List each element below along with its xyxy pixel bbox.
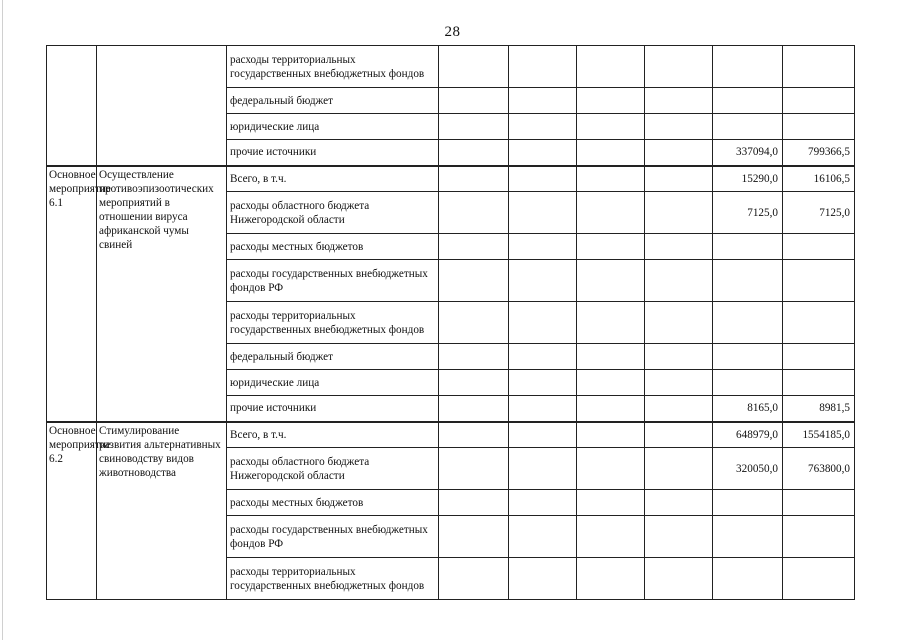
value-cell [783,344,855,370]
value-cell [645,140,713,166]
measure-code-cell: Основное мероприятие 6.2 [47,422,97,600]
value-cell [783,88,855,114]
funding-source-cell: федеральный бюджет [227,88,439,114]
value-cell [509,422,577,448]
value-cell [577,140,645,166]
value-cell [439,192,509,234]
table-row [47,46,855,88]
value-cell [439,114,509,140]
value-cell [577,234,645,260]
value-cell [645,344,713,370]
value-cell [439,396,509,422]
value-cell [509,344,577,370]
value-cell [439,448,509,490]
value-cell [439,46,509,88]
value-cell [645,558,713,600]
value-cell [713,344,783,370]
value-cell: 16106,5 [783,166,855,192]
value-cell [509,490,577,516]
value-cell: 337094,0 [713,140,783,166]
value-cell [577,344,645,370]
value-cell [645,490,713,516]
value-cell [577,260,645,302]
value-cell [645,192,713,234]
value-cell [577,88,645,114]
value-cell [509,302,577,344]
value-cell [645,88,713,114]
value-cell: 648979,0 [713,422,783,448]
value-cell: 799366,5 [783,140,855,166]
measure-code-cell: Основное мероприятие 6.1 [47,166,97,422]
value-cell [439,260,509,302]
value-cell [783,302,855,344]
code-cell [47,46,97,166]
value-cell [713,558,783,600]
funding-source-cell: расходы местных бюджетов [227,490,439,516]
value-cell [577,516,645,558]
value-cell [577,370,645,396]
value-cell [713,370,783,396]
value-cell [439,140,509,166]
value-cell [509,114,577,140]
value-cell [509,260,577,302]
value-cell [645,234,713,260]
value-cell [645,260,713,302]
value-cell: 7125,0 [783,192,855,234]
value-cell: 7125,0 [713,192,783,234]
value-cell [713,260,783,302]
funding-source-cell: Всего, в т.ч. [227,166,439,192]
value-cell [645,166,713,192]
value-cell [439,88,509,114]
value-cell [577,302,645,344]
value-cell [509,234,577,260]
value-cell [783,490,855,516]
value-cell [713,88,783,114]
value-cell [713,516,783,558]
value-cell: 320050,0 [713,448,783,490]
value-cell [713,114,783,140]
value-cell [577,396,645,422]
value-cell [645,396,713,422]
value-cell [439,490,509,516]
page-number: 28 [444,24,461,40]
funding-source-cell: федеральный бюджет [227,344,439,370]
value-cell [713,234,783,260]
funding-source-cell: юридические лица [227,370,439,396]
value-cell [577,114,645,140]
value-cell [783,558,855,600]
funding-source-cell: расходы территориальных государственных внебюджетных фондов [227,558,439,600]
value-cell [439,422,509,448]
value-cell [439,370,509,396]
value-cell [509,166,577,192]
value-cell [783,370,855,396]
funding-source-cell: расходы территориальных государственных внебюджетных фондов [227,302,439,344]
value-cell [509,558,577,600]
funding-source-cell: расходы областного бюджета Нижегородской области [227,448,439,490]
value-cell: 763800,0 [783,448,855,490]
value-cell [645,516,713,558]
description-cell [97,46,227,166]
funding-source-cell: расходы областного бюджета Нижегородской области [227,192,439,234]
value-cell [577,166,645,192]
value-cell [577,558,645,600]
measure-description-cell: Осуществление противоэпизоотических мероприятий в отношении вируса африканской чумы свиней [97,166,227,422]
value-cell: 8981,5 [783,396,855,422]
value-cell [577,422,645,448]
value-cell [439,516,509,558]
value-cell [577,192,645,234]
value-cell [509,192,577,234]
budget-table [46,45,855,600]
funding-source-cell: расходы территориальных государственных внебюджетных фондов [227,46,439,88]
value-cell [713,490,783,516]
value-cell [713,302,783,344]
value-cell [783,114,855,140]
value-cell [439,234,509,260]
value-cell [509,46,577,88]
value-cell [439,344,509,370]
value-cell [509,516,577,558]
value-cell [577,490,645,516]
value-cell [783,516,855,558]
value-cell [509,396,577,422]
value-cell: 8165,0 [713,396,783,422]
funding-source-cell: юридические лица [227,114,439,140]
funding-source-cell: Всего, в т.ч. [227,422,439,448]
funding-source-cell: прочие источники [227,396,439,422]
value-cell [645,448,713,490]
table-row [47,166,855,192]
value-cell [509,448,577,490]
value-cell [645,46,713,88]
scan-edge-line [2,0,3,640]
table-row [47,422,855,448]
value-cell: 1554185,0 [783,422,855,448]
funding-source-cell: прочие источники [227,140,439,166]
measure-description-cell: Стимулирование развития альтернативных свиноводству видов животноводства [97,422,227,600]
value-cell [783,234,855,260]
value-cell [645,302,713,344]
value-cell [645,370,713,396]
value-cell [783,46,855,88]
value-cell [439,558,509,600]
value-cell [509,140,577,166]
value-cell [509,88,577,114]
funding-source-cell: расходы государственных внебюджетных фондов РФ [227,516,439,558]
value-cell [439,166,509,192]
value-cell [439,302,509,344]
value-cell [577,46,645,88]
value-cell: 15290,0 [713,166,783,192]
value-cell [509,370,577,396]
value-cell [577,448,645,490]
value-cell [713,46,783,88]
funding-source-cell: расходы местных бюджетов [227,234,439,260]
value-cell [645,422,713,448]
funding-source-cell: расходы государственных внебюджетных фондов РФ [227,260,439,302]
value-cell [783,260,855,302]
value-cell [645,114,713,140]
